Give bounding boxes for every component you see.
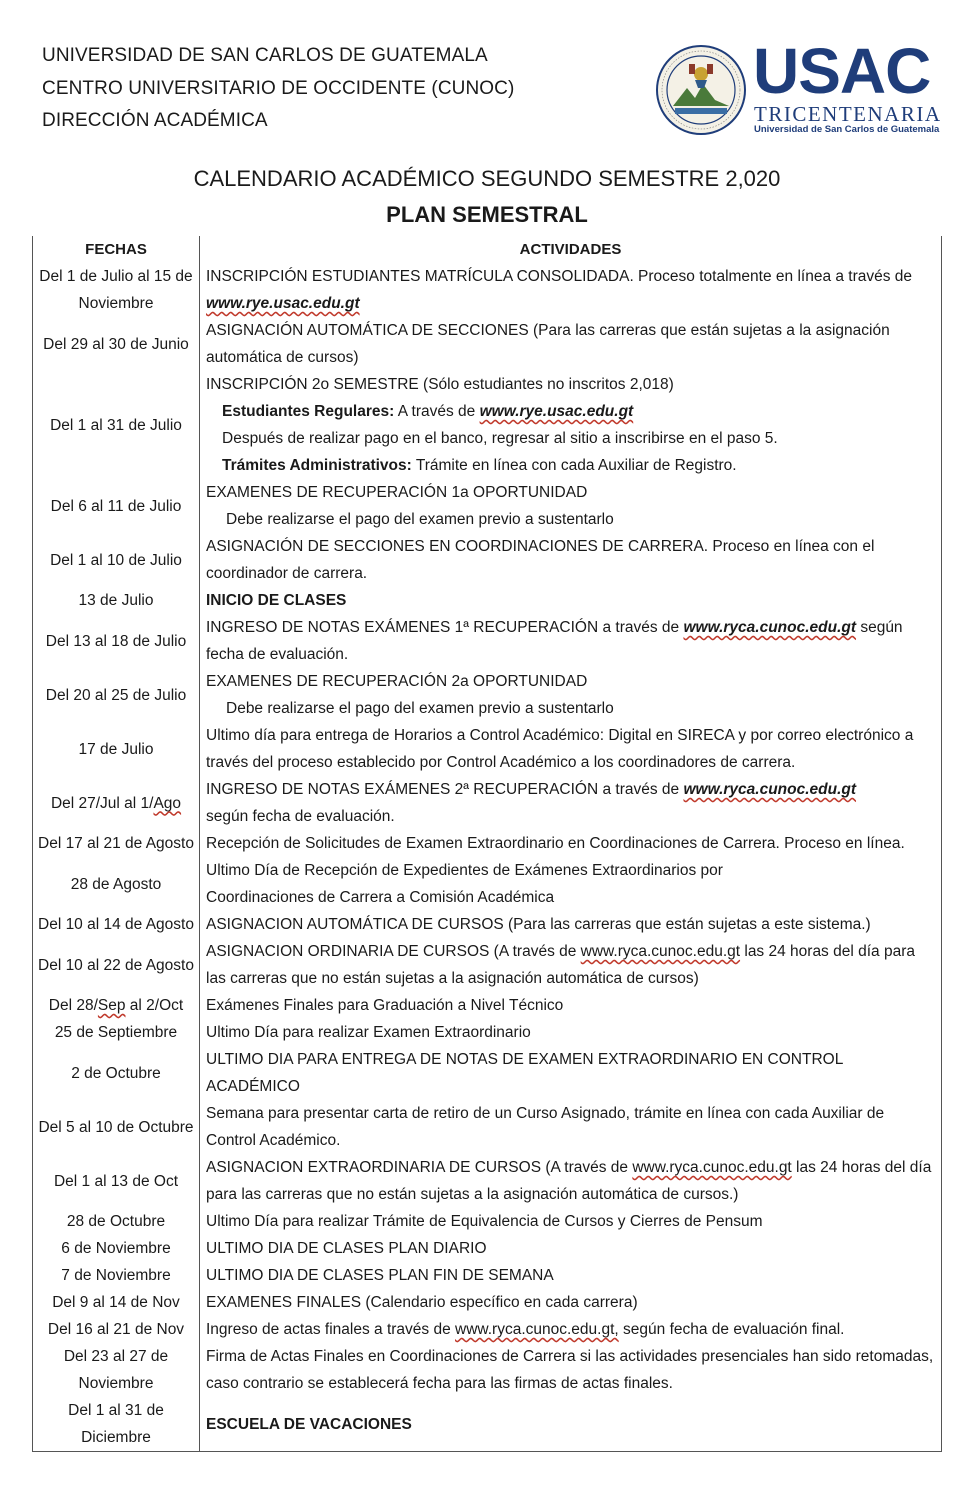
- table-row: [33, 317, 942, 371]
- table-row: [33, 1019, 942, 1046]
- row-activity: Ultimo día para entrega de Horarios a Control Académico: Digital en SIRECA y por correo electrónico a través del proceso establecido por Control Académico a los coordinadores de carrera.: [200, 722, 942, 776]
- department-name: DIRECCIÓN ACADÉMICA: [42, 110, 268, 131]
- usac-wordmark: USAC: [753, 35, 931, 107]
- row-date: Del 6 al 11 de Julio: [33, 479, 200, 533]
- row-activity: Ultimo Día para realizar Trámite de Equivalencia de Cursos y Cierres de Pensum: [200, 1208, 942, 1235]
- ryca-link[interactable]: www.ryca.cunoc.edu.gt: [683, 781, 857, 798]
- row-date: Del 20 al 25 de Julio: [33, 668, 200, 722]
- row-activity: ESCUELA DE VACACIONES: [200, 1397, 942, 1452]
- row-activity: INICIO DE CLASES: [200, 587, 942, 614]
- row-date: Del 1 al 10 de Julio: [33, 533, 200, 587]
- row-date: 7 de Noviembre: [33, 1262, 200, 1289]
- table-row: [33, 722, 942, 776]
- row-activity: Recepción de Solicitudes de Examen Extraordinario en Coordinaciones de Carrera. Proceso en línea.: [200, 830, 942, 857]
- ryca-link[interactable]: www.ryca.cunoc.edu.gt: [632, 1159, 792, 1176]
- table-row: [33, 776, 942, 830]
- table-row: [33, 857, 942, 911]
- table-row: [33, 263, 942, 317]
- table-row: [33, 371, 942, 479]
- row-date: 2 de Octubre: [33, 1046, 200, 1100]
- row-date: Del 1 de Julio al 15 de Noviembre: [33, 263, 200, 317]
- table-header-row: [33, 236, 942, 263]
- table-row: [33, 1397, 942, 1452]
- row-date: 28 de Agosto: [33, 857, 200, 911]
- row-activity: Exámenes Finales para Graduación a Nivel Técnico: [200, 992, 942, 1019]
- row-activity: ASIGNACION ORDINARIA DE CURSOS (A través de www.ryca.cunoc.edu.gt las 24 horas del día para las carreras que no están sujetas a la asignación automática de cursos): [200, 938, 942, 992]
- row-date: Del 1 al 13 de Oct: [33, 1154, 200, 1208]
- row-activity: INGRESO DE NOTAS EXÁMENES 1ª RECUPERACIÓN a través de www.ryca.cunoc.edu.gt según fecha de evaluación.: [200, 614, 942, 668]
- center-name: CENTRO UNIVERSITARIO DE OCCIDENTE (CUNOC): [42, 77, 515, 99]
- row-activity: INGRESO DE NOTAS EXÁMENES 2ª RECUPERACIÓN a través de www.ryca.cunoc.edu.gt según fecha de evaluación.: [200, 776, 942, 830]
- ryca-link[interactable]: www.ryca.cunoc.edu.gt,: [455, 1321, 619, 1338]
- header-fechas: FECHAS: [33, 236, 200, 263]
- row-activity: EXAMENES DE RECUPERACIÓN 1a OPORTUNIDAD Debe realizarse el pago del examen previo a sustentarlo: [200, 479, 942, 533]
- row-date: Del 10 al 14 de Agosto: [33, 911, 200, 938]
- row-date: Del 23 al 27 de Noviembre: [33, 1343, 200, 1397]
- table-row: [33, 1289, 942, 1316]
- row-date: 17 de Julio: [33, 722, 200, 776]
- row-date: 13 de Julio: [33, 587, 200, 614]
- university-name: UNIVERSIDAD DE SAN CARLOS DE GUATEMALA: [42, 45, 488, 66]
- table-row: [33, 1316, 942, 1343]
- row-date: Del 1 al 31 de Diciembre: [33, 1397, 200, 1452]
- row-activity: Ultimo Día para realizar Examen Extraordinario: [200, 1019, 942, 1046]
- row-activity: ASIGNACION AUTOMÁTICA DE CURSOS (Para las carreras que están sujetas a este sistema.): [200, 911, 942, 938]
- usac-logo: [655, 35, 945, 138]
- table-row: [33, 1235, 942, 1262]
- row-date: Del 10 al 22 de Agosto: [33, 938, 200, 992]
- table-row: [33, 1262, 942, 1289]
- ryca-link[interactable]: www.ryca.cunoc.edu.gt: [580, 943, 741, 960]
- row-date: Del 9 al 14 de Nov: [33, 1289, 200, 1316]
- table-row: [33, 992, 942, 1019]
- row-activity: Ultimo Día de Recepción de Expedientes de Exámenes Extraordinarios por Coordinaciones de Carrera a Comisión Académica: [200, 857, 942, 911]
- table-row: [33, 911, 942, 938]
- page-subtitle: PLAN SEMESTRAL: [386, 202, 588, 227]
- row-date: Del 13 al 18 de Julio: [33, 614, 200, 668]
- tricentenaria-text: TRICENTENARIA: [754, 102, 942, 126]
- row-date: 6 de Noviembre: [33, 1235, 200, 1262]
- rye-link[interactable]: www.rye.usac.edu.gt: [206, 295, 360, 312]
- page-title: CALENDARIO ACADÉMICO SEGUNDO SEMESTRE 2,020: [193, 166, 781, 191]
- row-activity: ASIGNACION EXTRAORDINARIA DE CURSOS (A través de www.ryca.cunoc.edu.gt las 24 horas del día para las carreras que no están sujetas a la asignación automática de cursos.): [200, 1154, 942, 1208]
- row-date: 28 de Octubre: [33, 1208, 200, 1235]
- table-row: [33, 533, 942, 587]
- row-date: Del 28/Sep al 2/Oct: [33, 992, 200, 1019]
- table-row: [33, 1046, 942, 1100]
- ryca-link[interactable]: www.ryca.cunoc.edu.gt: [683, 619, 857, 636]
- row-date: Del 17 al 21 de Agosto: [33, 830, 200, 857]
- table-row: [33, 668, 942, 722]
- row-date: Del 16 al 21 de Nov: [33, 1316, 200, 1343]
- row-activity: ASIGNACIÓN DE SECCIONES EN COORDINACIONES DE CARRERA. Proceso en línea con el coordinador de carrera.: [200, 533, 942, 587]
- row-activity: Ingreso de actas finales a través de www.ryca.cunoc.edu.gt, según fecha de evaluación final.: [200, 1316, 942, 1343]
- table-row: [33, 938, 942, 992]
- row-activity: ASIGNACIÓN AUTOMÁTICA DE SECCIONES (Para las carreras que están sujetas a la asignación automática de cursos): [200, 317, 942, 371]
- table-row: [33, 479, 942, 533]
- row-activity: INSCRIPCIÓN 2o SEMESTRE (Sólo estudiantes no inscritos 2,018) Estudiantes Regulares: A través de www.rye.usac.edu.gt Después de realizar pago en el banco, regresar al sitio a inscribirse en el paso 5. Trámites Administrativos: Trámite en línea con cada Auxiliar de Registro.: [200, 371, 942, 479]
- table-row: [33, 1100, 942, 1154]
- row-activity: Firma de Actas Finales en Coordinaciones de Carrera si las actividades presenciales han sido retomadas, caso contrario se establecerá fecha para las firmas de actas finales.: [200, 1343, 942, 1397]
- row-activity: EXAMENES FINALES (Calendario específico en cada carrera): [200, 1289, 942, 1316]
- row-activity: INSCRIPCIÓN ESTUDIANTES MATRÍCULA CONSOLIDADA. Proceso totalmente en línea a través de www.rye.usac.edu.gt: [200, 263, 942, 317]
- table-row: [33, 1154, 942, 1208]
- institution-header: [42, 40, 514, 138]
- row-date: Del 29 al 30 de Junio: [33, 317, 200, 371]
- header-actividades: ACTIVIDADES: [200, 236, 942, 263]
- row-date: Del 5 al 10 de Octubre: [33, 1100, 200, 1154]
- row-activity: Semana para presentar carta de retiro de un Curso Asignado, trámite en línea con cada Auxiliar de Control Académico.: [200, 1100, 942, 1154]
- table-row: [33, 1208, 942, 1235]
- row-activity: ULTIMO DIA PARA ENTREGA DE NOTAS DE EXAMEN EXTRAORDINARIO EN CONTROL ACADÉMICO: [200, 1046, 942, 1100]
- rye-link[interactable]: www.rye.usac.edu.gt: [479, 403, 634, 420]
- row-date: Del 1 al 31 de Julio: [33, 371, 200, 479]
- table-row: [33, 587, 942, 614]
- row-activity: ULTIMO DIA DE CLASES PLAN FIN DE SEMANA: [200, 1262, 942, 1289]
- table-row: [33, 614, 942, 668]
- calendar-table: [32, 236, 942, 1452]
- university-seal-icon: [655, 44, 747, 136]
- row-activity: EXAMENES DE RECUPERACIÓN 2a OPORTUNIDAD Debe realizarse el pago del examen previo a sustentarlo: [200, 668, 942, 722]
- row-date: 25 de Septiembre: [33, 1019, 200, 1046]
- table-row: [33, 1343, 942, 1397]
- table-row: [33, 830, 942, 857]
- row-activity: ULTIMO DIA DE CLASES PLAN DIARIO: [200, 1235, 942, 1262]
- row-date: Del 27/Jul al 1/Ago: [33, 776, 200, 830]
- logo-subtext: Universidad de San Carlos de Guatemala: [754, 124, 940, 135]
